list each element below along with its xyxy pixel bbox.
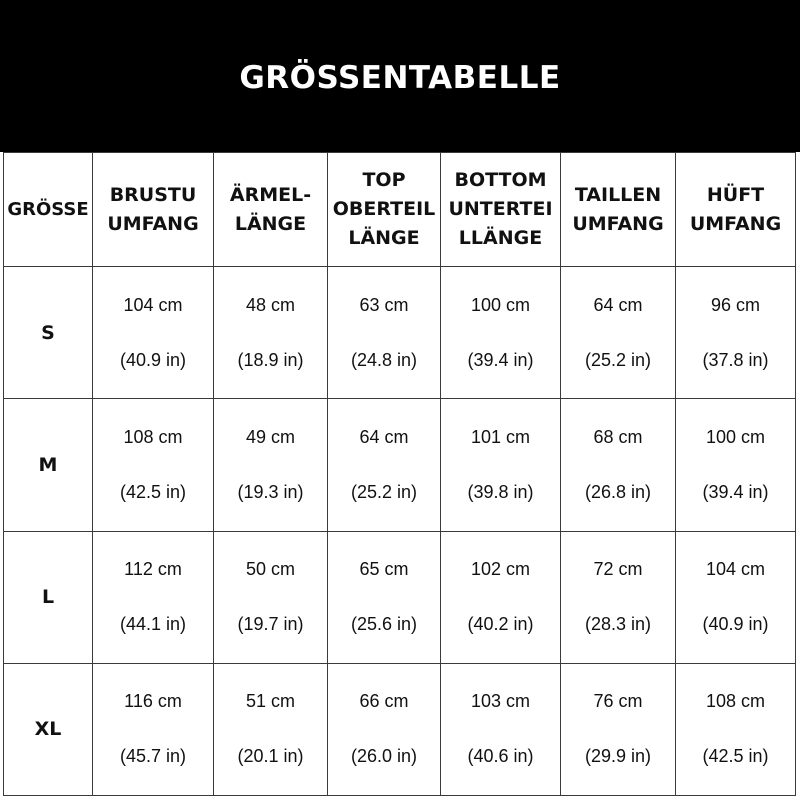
measurement-cell [561, 399, 676, 531]
value-cm: 51 cm [245, 691, 296, 712]
value-cm: 100 cm [470, 294, 531, 315]
value-cm: 104 cm [705, 559, 766, 580]
value-inch: (45.7 in) [119, 746, 187, 767]
value-cm: 49 cm [245, 426, 296, 447]
header-cell [93, 153, 214, 267]
header-cell [561, 153, 676, 267]
measurement-cell [328, 663, 441, 795]
header-row [4, 153, 796, 267]
header-line: TAILLEN [574, 183, 662, 206]
header-line: LÄNGE [348, 227, 420, 249]
value-inch: (19.7 in) [237, 614, 304, 635]
value-cm: 76 cm [593, 691, 643, 712]
measurement-cell [93, 663, 214, 795]
table-body [4, 267, 796, 796]
header-line: UMFANG [107, 212, 199, 235]
header-line: TOP [362, 169, 406, 191]
measurement-cell [561, 531, 676, 663]
header-cell [328, 153, 441, 267]
measurement-cell [441, 399, 561, 531]
value-cm: 101 cm [470, 426, 531, 447]
measurement-cell [561, 663, 676, 795]
value-inch: (20.1 in) [237, 746, 304, 767]
measurement-cell [676, 531, 796, 663]
table-row [4, 399, 796, 531]
value-inch: (26.0 in) [350, 746, 418, 767]
header-line: UMFANG [572, 212, 664, 235]
measurement-cell [214, 399, 328, 531]
title-banner [0, 0, 800, 152]
header-line: BRUSTU [109, 183, 197, 206]
value-cm: 66 cm [359, 691, 409, 712]
value-cm: 116 cm [124, 691, 182, 712]
value-inch: (29.9 in) [584, 746, 652, 767]
header-size [4, 153, 93, 267]
value-cm: 103 cm [470, 691, 531, 712]
value-inch: (40.2 in) [467, 614, 534, 635]
size-label: XL [4, 663, 93, 795]
value-inch: (24.8 in) [350, 349, 418, 370]
value-inch: (39.4 in) [467, 349, 534, 370]
value-inch: (40.9 in) [702, 614, 769, 635]
size-label: M [4, 399, 93, 531]
value-cm: 64 cm [593, 294, 643, 315]
value-inch: (25.2 in) [584, 349, 652, 370]
header-line: LÄNGE [234, 212, 307, 235]
value-inch: (40.6 in) [467, 746, 534, 767]
measurement-cell [93, 531, 214, 663]
chart-title: GRÖSSENTABELLE [239, 60, 561, 96]
header-line: OBERTEIL [332, 198, 436, 220]
header-line: GRÖSSE [7, 199, 89, 220]
measurement-cell [328, 531, 441, 663]
measurement-cell [676, 399, 796, 531]
value-inch: (18.9 in) [237, 349, 304, 370]
header-cell [214, 153, 328, 267]
value-cm: 96 cm [710, 294, 761, 315]
table-row [4, 663, 796, 795]
value-inch: (19.3 in) [237, 481, 304, 502]
value-inch: (40.9 in) [119, 349, 187, 370]
measurement-cell [561, 267, 676, 399]
header-line: ÄRMEL- [229, 183, 312, 206]
value-inch: (44.1 in) [119, 614, 187, 635]
header-line: UMFANG [689, 212, 782, 235]
value-cm: 72 cm [593, 559, 643, 580]
value-cm: 63 cm [359, 294, 409, 315]
table-row [4, 531, 796, 663]
table-row [4, 267, 796, 399]
header-line: LLÄNGE [458, 227, 543, 249]
header-line: BOTTOM [454, 169, 547, 191]
value-cm: 108 cm [705, 691, 766, 712]
measurement-cell [214, 531, 328, 663]
measurement-cell [328, 267, 441, 399]
measurement-cell [676, 663, 796, 795]
measurement-cell [214, 663, 328, 795]
measurement-cell [93, 267, 214, 399]
measurement-cell [441, 663, 561, 795]
value-cm: 100 cm [705, 426, 766, 447]
measurement-cell [676, 267, 796, 399]
value-cm: 102 cm [470, 559, 531, 580]
header-line: UNTERTEI [448, 198, 553, 220]
measurement-cell [441, 531, 561, 663]
header-cell [441, 153, 561, 267]
value-inch: (39.4 in) [702, 481, 769, 502]
size-table [3, 152, 796, 796]
value-inch: (42.5 in) [702, 746, 769, 767]
measurement-cell [328, 399, 441, 531]
measurement-cell [214, 267, 328, 399]
value-inch: (25.2 in) [350, 481, 418, 502]
value-cm: 50 cm [245, 559, 296, 580]
value-cm: 108 cm [123, 426, 183, 447]
measurement-cell [441, 267, 561, 399]
value-inch: (28.3 in) [584, 614, 652, 635]
value-cm: 64 cm [359, 426, 409, 447]
header-line: HÜFT [706, 183, 765, 206]
size-label: S [4, 267, 93, 399]
value-cm: 65 cm [359, 559, 409, 580]
measurement-cell [93, 399, 214, 531]
value-cm: 112 cm [124, 559, 182, 580]
value-inch: (26.8 in) [584, 481, 652, 502]
value-inch: (39.8 in) [467, 481, 534, 502]
size-label: L [4, 531, 93, 663]
value-inch: (42.5 in) [119, 481, 187, 502]
value-inch: (37.8 in) [702, 349, 769, 370]
value-inch: (25.6 in) [350, 614, 418, 635]
value-cm: 68 cm [593, 426, 643, 447]
header-cell [676, 153, 796, 267]
value-cm: 48 cm [245, 294, 296, 315]
value-cm: 104 cm [123, 294, 183, 315]
